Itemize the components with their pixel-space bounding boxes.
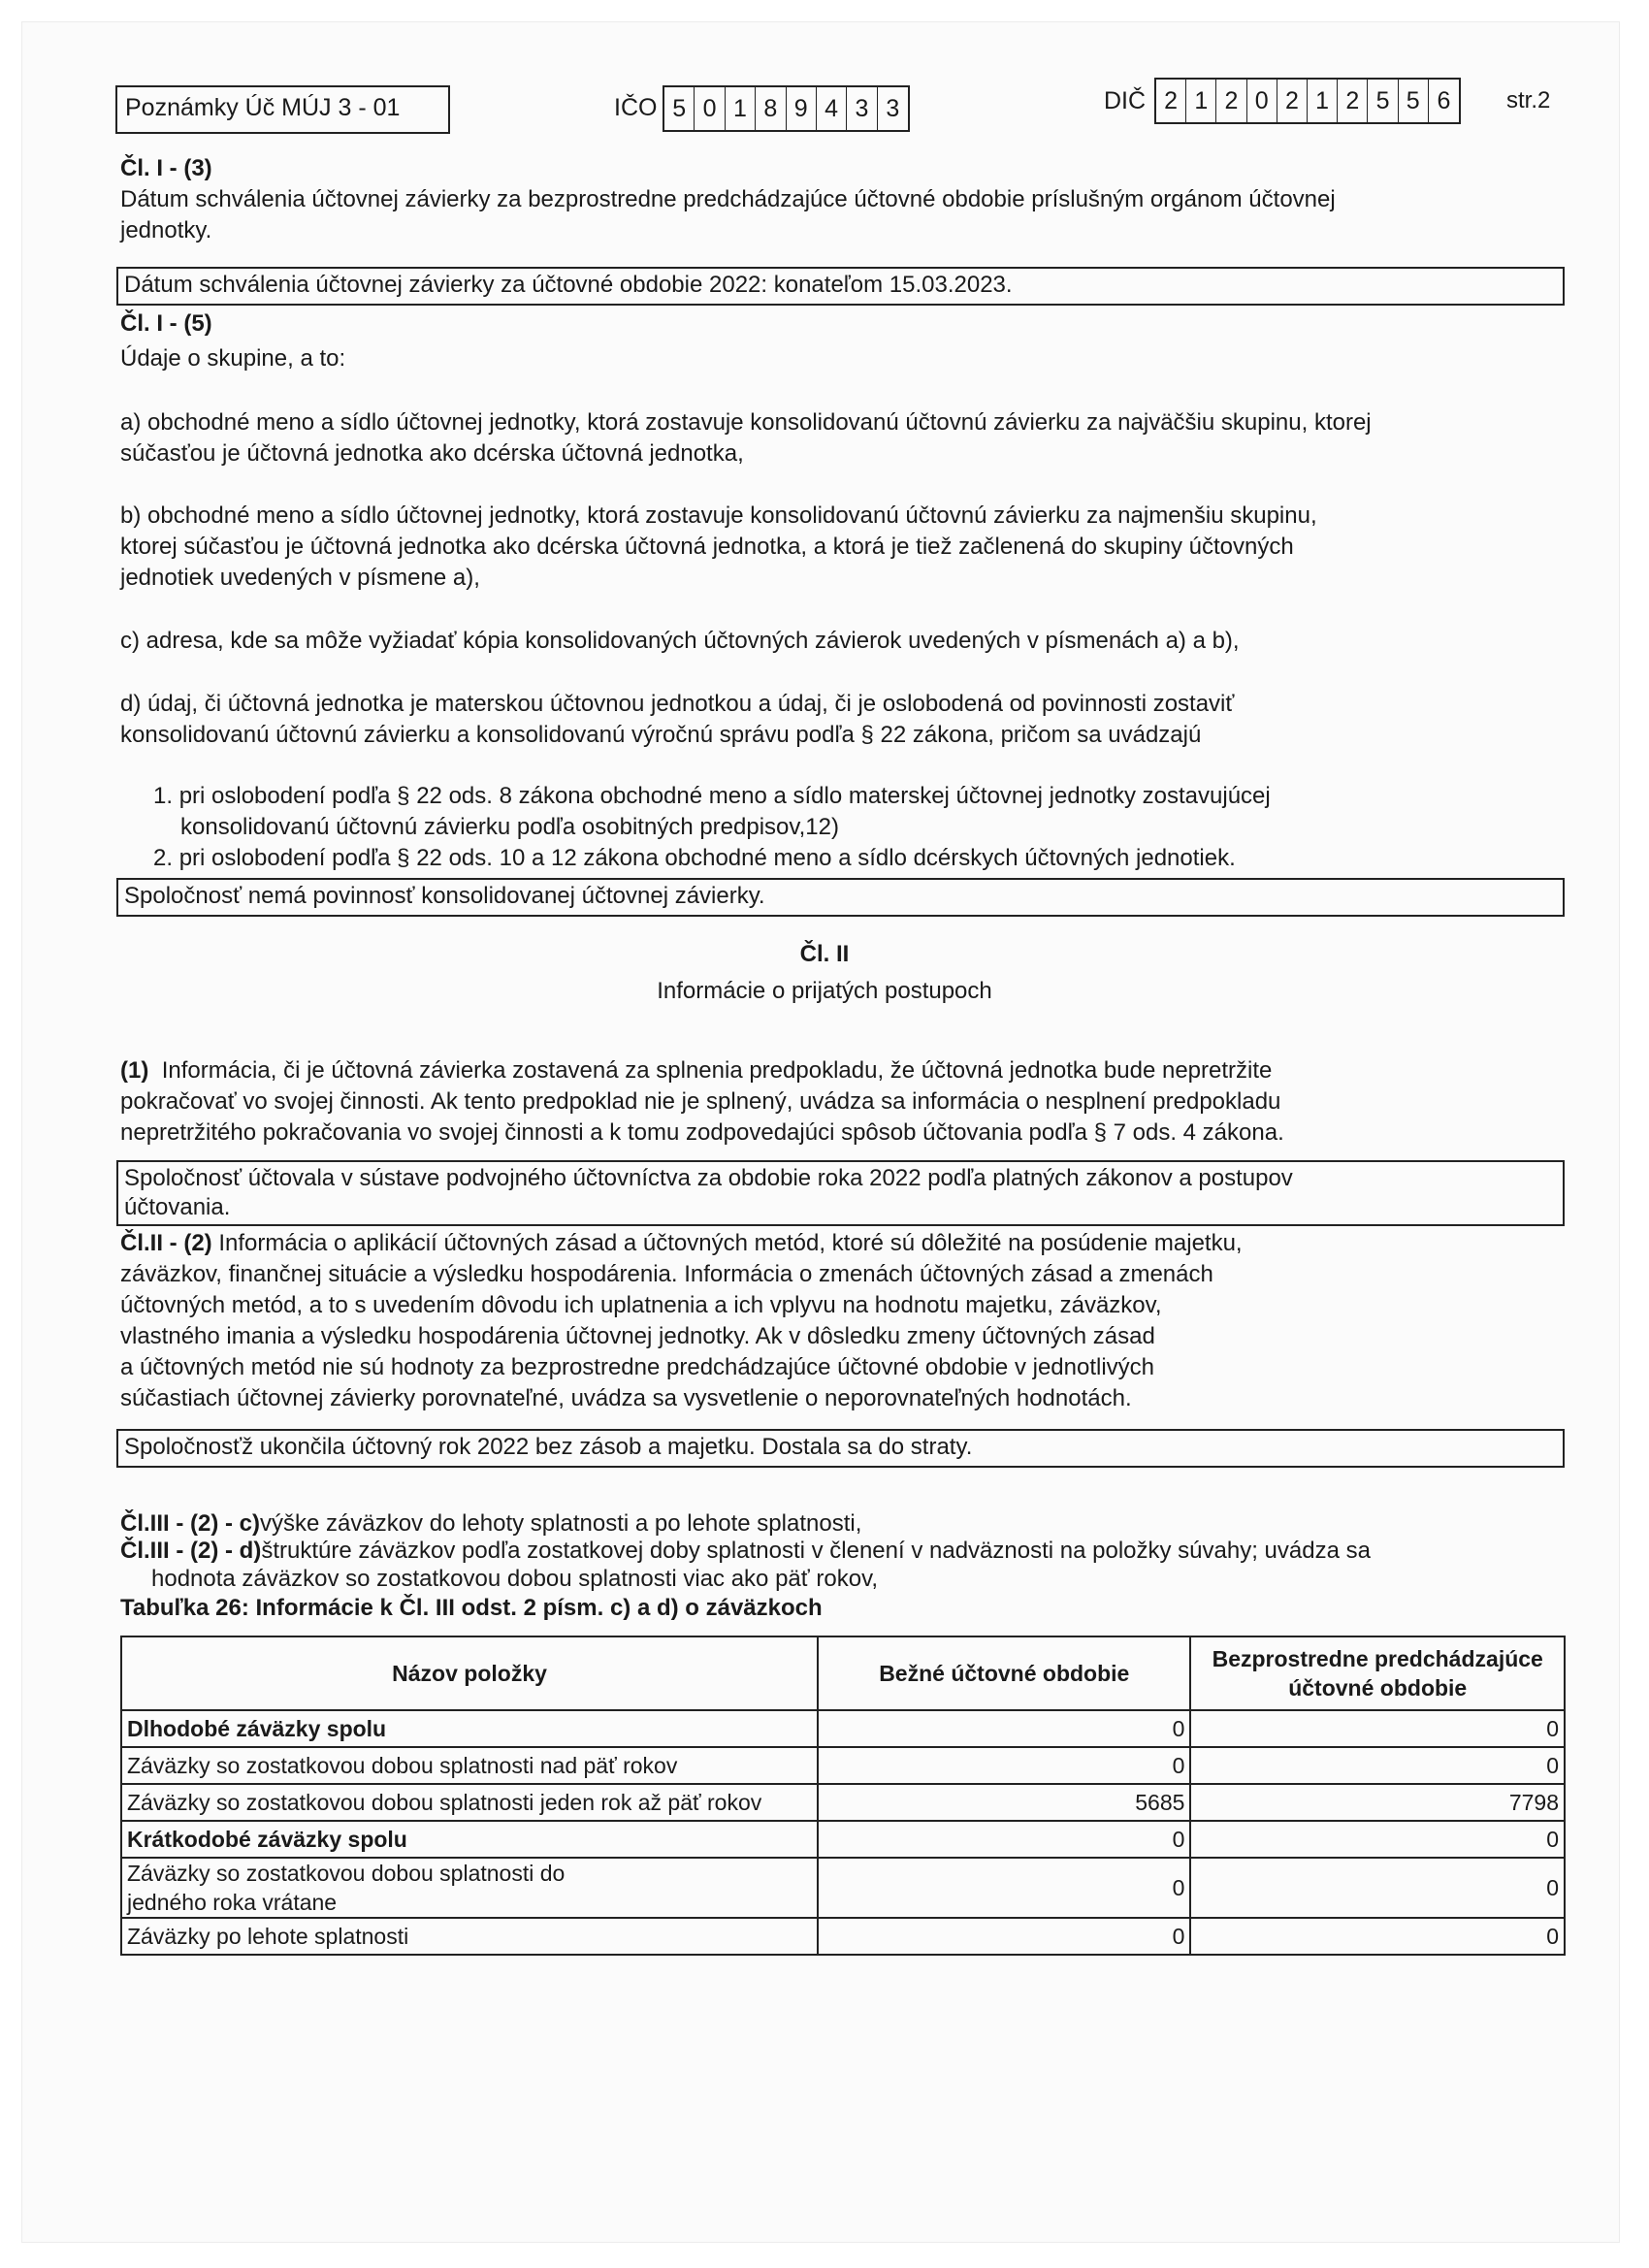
row-name: Záväzky so zostatkovou dobou splatnosti jeden rok až päť rokov bbox=[121, 1784, 818, 1821]
dic-digit: 2 bbox=[1338, 80, 1368, 122]
col-header-previous: Bezprostredne predchádzajúce účtovné obdobie bbox=[1190, 1636, 1565, 1710]
dic-digit: 0 bbox=[1247, 80, 1277, 122]
answer-text: Spoločnosť nemá povinnosť konsolidovanej účtovnej závierky. bbox=[124, 883, 765, 909]
ico-digit: 3 bbox=[886, 95, 900, 122]
numbered-item-number: 2. bbox=[153, 845, 174, 871]
row-current-value: 0 bbox=[818, 1710, 1190, 1747]
item-b-line: b) obchodné meno a sídlo účtovnej jednotky, ktorá zostavuje konsolidovanú účtovnú závierku za najmenšiu skupinu, bbox=[120, 502, 1317, 529]
row-previous-value: 0 bbox=[1190, 1747, 1565, 1784]
row-previous-value: 0 bbox=[1190, 1821, 1565, 1858]
dic-digit: 6 bbox=[1437, 87, 1451, 114]
table-row bbox=[121, 1747, 1565, 1784]
cl1-5-intro: Údaje o skupine, a to: bbox=[120, 345, 346, 372]
row-current-value: 0 bbox=[818, 1747, 1190, 1784]
cl2-p1-line: nepretržitého pokračovania vo svojej činnosti a k tomu zodpovedajúci spôsob účtovania podľa § 7 ods. 4 zákona. bbox=[120, 1119, 1284, 1146]
row-name: Dlhodobé záväzky spolu bbox=[121, 1710, 818, 1747]
cl3-c-label: Čl.III - (2) - c) bbox=[120, 1510, 260, 1537]
answer-text: Dátum schválenia účtovnej závierky za účtovné obdobie 2022: konateľom 15.03.2023. bbox=[124, 272, 1013, 298]
table-caption: Tabuľka 26: Informácie k Čl. III odst. 2 písm. c) a d) o záväzkoch bbox=[120, 1595, 823, 1621]
row-name: Záväzky po lehote splatnosti bbox=[121, 1918, 818, 1955]
row-previous-value: 0 bbox=[1190, 1918, 1565, 1955]
numbered-item-text: pri oslobodení podľa § 22 ods. 8 zákona obchodné meno a sídlo materskej účtovnej jednotky zostavujúcej bbox=[178, 783, 1271, 809]
cl1-3-text-line: jednotky. bbox=[120, 217, 212, 243]
cl2-p1-label: (1) bbox=[120, 1057, 149, 1084]
cl2-p2-line: účtovných metód, a to s uvedením dôvodu ich uplatnenia a ich vplyvu na hodnotu majetku, záväzkov, bbox=[120, 1292, 1162, 1318]
answer-text: Spoločnosťž ukončila účtovný rok 2022 bez zásob a majetku. Dostala sa do straty. bbox=[124, 1434, 973, 1460]
dic-digits bbox=[1154, 78, 1461, 124]
cl3-d-line-cont: hodnota záväzkov so zostatkovou dobou splatnosti viac ako päť rokov, bbox=[151, 1566, 879, 1592]
numbered-item-1-cont: konsolidovanú účtovnú závierku podľa osobitných predpisov,12) bbox=[180, 814, 839, 840]
numbered-item-number: 1. bbox=[153, 783, 174, 809]
item-d-line: konsolidovanú účtovnú závierku a konsolidovanú výročnú správu podľa § 22 zákona, pričom sa uvádzajú bbox=[120, 722, 1202, 748]
dic-digit: 2 bbox=[1216, 80, 1246, 122]
answer-text-line: Spoločnosť účtovala v sústave podvojného účtovníctva za obdobie roka 2022 podľa platných zákonov a postupov bbox=[124, 1165, 1293, 1191]
answer-box-cl2-2 bbox=[116, 1429, 1565, 1468]
answer-box-cl1-5 bbox=[116, 878, 1565, 917]
row-name: Záväzky so zostatkovou dobou splatnosti do jedného roka vrátane bbox=[121, 1858, 818, 1918]
table-row bbox=[121, 1784, 1565, 1821]
ico-digit: 4 bbox=[817, 87, 847, 130]
item-b-line: ktorej súčasťou je účtovná jednotka ako dcérska účtovná jednotka, a ktorá je tiež začlenená do skupiny účtovných bbox=[120, 534, 1294, 560]
table-row bbox=[121, 1918, 1565, 1955]
cl2-p2-line: súčastiach účtovnej závierky porovnateľné, uvádza sa vysvetlenie o neporovnateľných hodnotách. bbox=[120, 1385, 1132, 1411]
section-heading-cl1-3: Čl. I - (3) bbox=[120, 155, 212, 181]
col-header-name: Názov položky bbox=[121, 1636, 818, 1710]
form-title-box bbox=[115, 85, 450, 134]
cl2-p2-label: Čl.II - (2) bbox=[120, 1230, 212, 1256]
row-previous-value: 7798 bbox=[1190, 1784, 1565, 1821]
ico-digits bbox=[663, 85, 910, 132]
cl3-d-label: Čl.III - (2) - d) bbox=[120, 1538, 262, 1564]
table-row bbox=[121, 1821, 1565, 1858]
row-current-value: 0 bbox=[818, 1821, 1190, 1858]
table-row bbox=[121, 1858, 1565, 1918]
dic-label: DIČ bbox=[1104, 87, 1147, 114]
section-subheading-cl2: Informácie o prijatých postupoch bbox=[657, 978, 992, 1004]
row-current-value: 5685 bbox=[818, 1784, 1190, 1821]
row-previous-value: 0 bbox=[1190, 1710, 1565, 1747]
ico-digit: 0 bbox=[695, 87, 725, 130]
cl2-p2-line: vlastného imania a výsledku hospodárenia účtovnej jednotky. Ak v dôsledku zmeny účtovných zásad bbox=[120, 1323, 1155, 1349]
item-c-line: c) adresa, kde sa môže vyžiadať kópia konsolidovaných účtovných závierok uvedených v písmenách a) a b), bbox=[120, 628, 1240, 654]
dic-digit: 2 bbox=[1156, 80, 1186, 122]
dic-digit: 5 bbox=[1399, 80, 1429, 122]
row-name: Krátkodobé záväzky spolu bbox=[121, 1821, 818, 1858]
answer-text-line: účtovania. bbox=[124, 1194, 231, 1220]
cl2-p2-line: a účtovných metód nie sú hodnoty za bezprostredne predchádzajúce účtovné obdobie v jednotlivých bbox=[120, 1354, 1155, 1380]
ico-digit: 8 bbox=[756, 87, 786, 130]
ico-digit: 1 bbox=[726, 87, 756, 130]
form-title: Poznámky Úč MÚJ 3 - 01 bbox=[125, 94, 401, 121]
cl3-d-text: štruktúre záväzkov podľa zostatkovej doby splatnosti v členení v nadväznosti na položky súvahy; uvádza sa bbox=[261, 1538, 1371, 1564]
liabilities-table bbox=[120, 1636, 1566, 1956]
cl2-p2-line: záväzkov, finančnej situácie a výsledku hospodárenia. Informácia o zmenách účtovných zásad a zmenách bbox=[120, 1261, 1213, 1287]
ico-label: IČO bbox=[614, 94, 658, 121]
item-a-line: súčasťou je účtovná jednotka ako dcérska účtovná jednotka, bbox=[120, 440, 744, 467]
cl3-d-line bbox=[120, 1536, 1371, 1567]
item-d-line: d) údaj, či účtovná jednotka je materskou účtovnou jednotkou a údaj, či je oslobodená od povinnosti zostaviť bbox=[120, 691, 1235, 717]
answer-box-cl1-3 bbox=[116, 267, 1565, 306]
dic-digit: 1 bbox=[1186, 80, 1216, 122]
cl1-3-text-line: Dátum schválenia účtovnej závierky za bezprostredne predchádzajúce účtovné obdobie príslušným orgánom účtovnej bbox=[120, 186, 1336, 212]
table-row bbox=[121, 1710, 1565, 1747]
ico-digit: 9 bbox=[787, 87, 817, 130]
numbered-item-1 bbox=[153, 781, 1271, 812]
numbered-item-text: pri oslobodení podľa § 22 ods. 10 a 12 zákona obchodné meno a sídlo dcérskych účtovných jednotiek. bbox=[178, 845, 1236, 871]
dic-digit: 2 bbox=[1277, 80, 1308, 122]
dic-digit: 5 bbox=[1368, 80, 1398, 122]
row-previous-value: 0 bbox=[1190, 1858, 1565, 1918]
section-heading-cl1-5: Čl. I - (5) bbox=[120, 310, 212, 337]
cl2-p1-line: pokračovať vo svojej činnosti. Ak tento predpoklad nie je splnený, uvádza sa informácia o nesplnení predpokladu bbox=[120, 1088, 1281, 1115]
col-header-current: Bežné účtovné obdobie bbox=[818, 1636, 1190, 1710]
item-a-line: a) obchodné meno a sídlo účtovnej jednotky, ktorá zostavuje konsolidovanú účtovnú závierku za najväčšiu skupinu, ktorej bbox=[120, 409, 1372, 436]
item-b-line: jednotiek uvedených v písmene a), bbox=[120, 565, 480, 591]
cl2-p2-text: Informácia o aplikácií účtovných zásad a účtovných metód, ktoré sú dôležité na posúdenie majetku, bbox=[218, 1230, 1243, 1256]
numbered-item-2 bbox=[153, 843, 1236, 874]
cl3-c-text: výške záväzkov do lehoty splatnosti a po lehote splatnosti, bbox=[260, 1510, 862, 1537]
ico-digit: 3 bbox=[847, 87, 877, 130]
answer-box-cl2-1 bbox=[116, 1160, 1565, 1226]
section-heading-cl2: Čl. II bbox=[799, 941, 850, 967]
cl2-p1-text: Informácia, či je účtovná závierka zostavená za splnenia predpokladu, že účtovná jednotka bude nepretržite bbox=[161, 1057, 1273, 1084]
page-number: str.2 bbox=[1506, 87, 1551, 113]
row-name: Záväzky so zostatkovou dobou splatnosti nad päť rokov bbox=[121, 1747, 818, 1784]
cl2-p1-line bbox=[120, 1055, 1272, 1086]
row-current-value: 0 bbox=[818, 1858, 1190, 1918]
dic-digit: 1 bbox=[1308, 80, 1338, 122]
cl2-p2-line bbox=[120, 1228, 1243, 1259]
ico-digit: 5 bbox=[664, 87, 695, 130]
row-current-value: 0 bbox=[818, 1918, 1190, 1955]
